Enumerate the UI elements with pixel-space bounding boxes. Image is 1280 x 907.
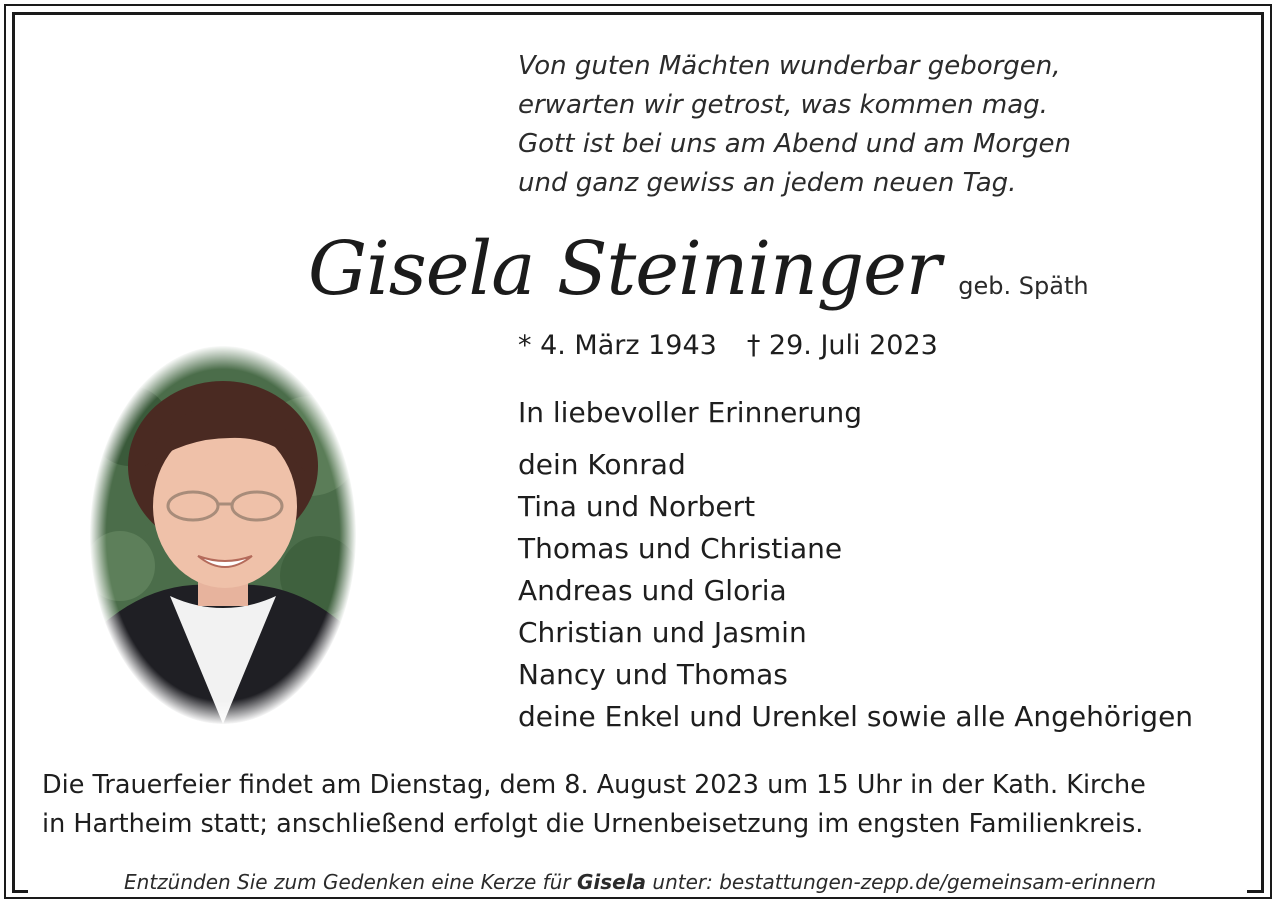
mourner-line: Christian und Jasmin: [518, 616, 807, 649]
portrait-illustration: [90, 346, 356, 724]
death-date: † 29. Juli 2023: [746, 330, 938, 361]
birth-name: geb. Späth: [958, 272, 1089, 300]
mourner-line: Tina und Norbert: [518, 490, 756, 523]
mourner-line: dein Konrad: [518, 448, 686, 481]
mourners-block: [518, 394, 1193, 738]
mourner-line: Thomas und Christiane: [518, 532, 843, 565]
life-dates: [518, 330, 938, 361]
poem-line: Von guten Mächten wunderbar geborgen,: [518, 51, 1061, 81]
poem: [518, 47, 1071, 203]
mourner-line: Andreas und Gloria: [518, 574, 787, 607]
remembrance-intro: In liebevoller Erinnerung: [518, 396, 863, 429]
name-row: [308, 226, 1089, 312]
footer-prefix: Entzünden Sie zum Gedenken eine Kerze für: [124, 870, 571, 894]
ceremony-notice: [42, 766, 1252, 844]
deceased-name: Gisela Steininger: [308, 226, 941, 312]
footer-first-name: Gisela: [576, 870, 647, 894]
footer-suffix: unter: bestattungen-zepp.de/gemeinsam-erinnern: [652, 870, 1156, 894]
poem-line: erwarten wir getrost, was kommen mag.: [518, 90, 1048, 120]
mourner-line: Nancy und Thomas: [518, 658, 788, 691]
birth-date: * 4. März 1943: [518, 330, 717, 361]
poem-line: und ganz gewiss an jedem neuen Tag.: [518, 168, 1017, 198]
portrait-photo: [90, 346, 356, 724]
mourner-line: deine Enkel und Urenkel sowie alle Angehörigen: [518, 700, 1194, 733]
poem-line: Gott ist bei uns am Abend und am Morgen: [518, 129, 1072, 159]
ceremony-line: Die Trauerfeier findet am Dienstag, dem 8. August 2023 um 15 Uhr in der Kath. Kirche: [42, 770, 1146, 800]
candle-footer: [0, 870, 1280, 894]
ceremony-line: in Hartheim statt; anschließend erfolgt die Urnenbeisetzung im engsten Familienkreis.: [42, 809, 1144, 839]
